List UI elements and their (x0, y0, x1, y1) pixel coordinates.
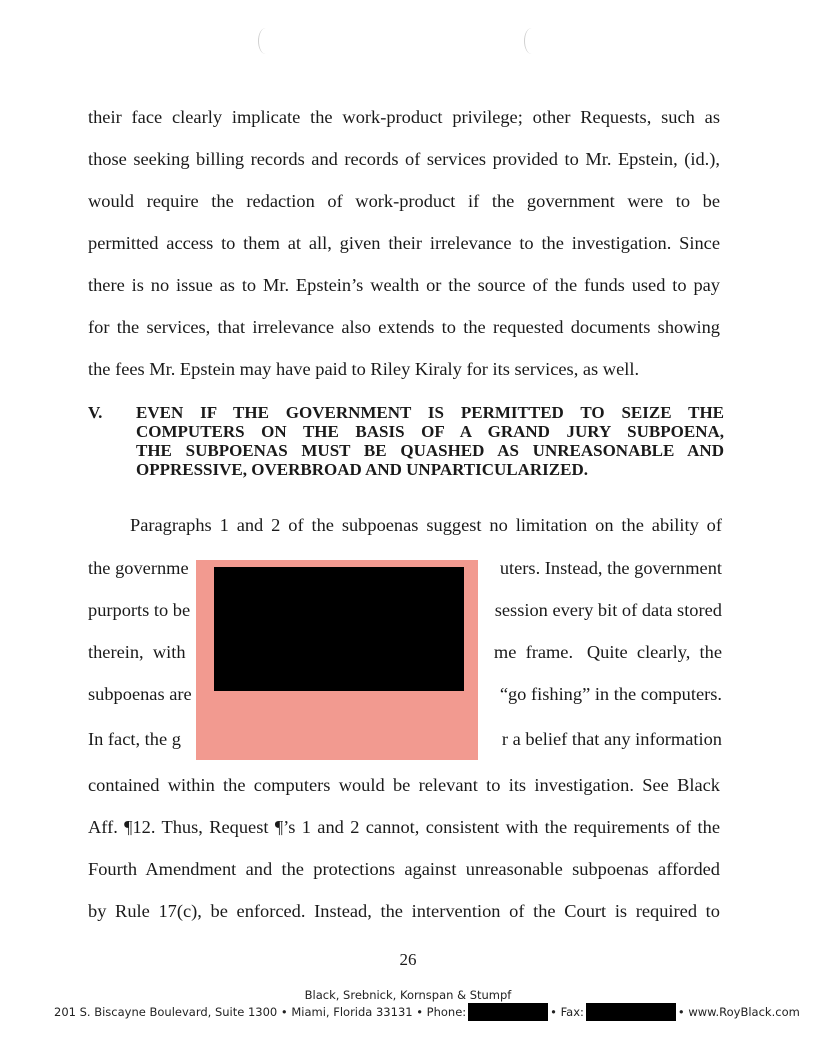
body-line: there is no issue as to Mr. Epstein’s wealth or the source of the funds used to pay (88, 275, 720, 295)
scan-mark-left (258, 28, 273, 54)
body-line: Paragraphs 1 and 2 of the subpoenas suggest no limitation on the ability of (130, 515, 722, 535)
redacted-phone (468, 1003, 548, 1021)
footer-website: • www.RoyBlack.com (677, 1005, 800, 1019)
footer-address (54, 1003, 800, 1021)
heading-line: EVEN IF THE GOVERNMENT IS PERMITTED TO SEIZE THE (136, 403, 724, 422)
redacted-line-right: session every bit of data stored (494, 600, 722, 620)
body-line: contained within the computers would be relevant to its investigation. See Black (88, 775, 720, 795)
redacted-line-right: r a belief that any information (501, 729, 722, 749)
heading-line: OPPRESSIVE, OVERBROAD AND UNPARTICULARIZED. (136, 460, 589, 479)
redacted-line-right: uters. Instead, the government (499, 558, 722, 578)
body-line: Fourth Amendment and the protections against unreasonable subpoenas afforded (88, 859, 720, 879)
redacted-line-left: the governme (88, 558, 189, 578)
redaction-box (214, 567, 464, 691)
body-line: Aff. ¶12. Thus, Request ¶’s 1 and 2 cannot, consistent with the requirements of the (88, 817, 720, 837)
redacted-line-left: therein, with (88, 642, 186, 662)
body-line: those seeking billing records and records of services provided to Mr. Epstein, (id.), (88, 149, 720, 169)
footer-fax-label: • Fax: (550, 1005, 584, 1019)
body-line: for the services, that irrelevance also extends to the requested documents showing (88, 317, 720, 337)
redacted-line-right: “go fishing” in the computers. (499, 684, 722, 704)
section-number: V. (88, 403, 103, 422)
body-line: by Rule 17(c), be enforced. Instead, the intervention of the Court is required to (88, 901, 720, 921)
body-line: would require the redaction of work-product if the government were to be (88, 191, 720, 211)
heading-line: THE SUBPOENAS MUST BE QUASHED AS UNREASONABLE AND (136, 441, 724, 460)
redacted-line-left: subpoenas are (88, 684, 192, 704)
redacted-line-right: me frame. Quite clearly, the (493, 642, 722, 662)
body-line: permitted access to them at all, given their irrelevance to the investigation. Since (88, 233, 720, 253)
redacted-fax (586, 1003, 676, 1021)
body-line: the fees Mr. Epstein may have paid to Riley Kiraly for its services, as well. (88, 359, 640, 379)
scan-mark-right (524, 28, 539, 54)
footer-address-text: 201 S. Biscayne Boulevard, Suite 1300 • Miami, Florida 33131 • Phone: (54, 1005, 467, 1019)
page-number: 26 (399, 950, 417, 969)
body-line: their face clearly implicate the work-product privilege; other Requests, such as (88, 107, 720, 127)
heading-line: COMPUTERS ON THE BASIS OF A GRAND JURY SUBPOENA, (136, 422, 724, 441)
redacted-line-left: purports to be (88, 600, 191, 620)
footer-firm-name: Black, Srebnick, Kornspan & Stumpf (304, 988, 512, 1002)
redacted-line-left: In fact, the g (88, 729, 181, 749)
